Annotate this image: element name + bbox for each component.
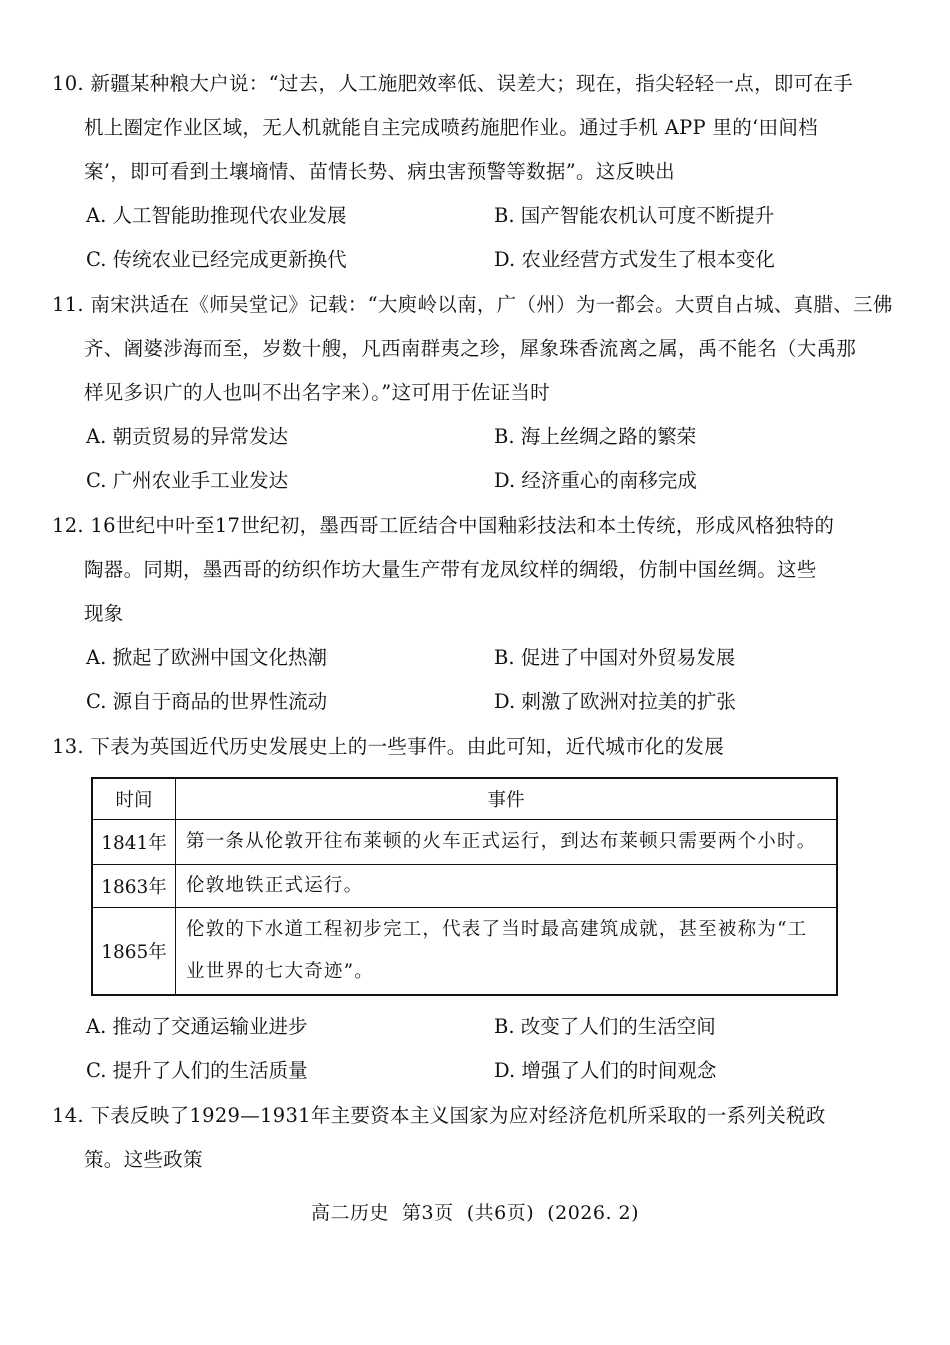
- q13-option-a[interactable]: A. 推动了交通运输业进步: [86, 1015, 308, 1038]
- table-cell-year: 1841年: [92, 820, 176, 865]
- table-cell-year: 1863年: [92, 865, 176, 908]
- q10-line-2: 机上圈定作业区域，无人机就能自主完成喷药施肥作业。通过手机 APP 里的‘田间档: [84, 116, 818, 139]
- q13-option-c[interactable]: C. 提升了人们的生活质量: [86, 1059, 308, 1082]
- event-text: 第一条从伦敦开往布莱顿的火车正式运行，到达布莱顿只需要两个小时。: [186, 831, 817, 852]
- q12-line-1: 12. 16世纪中叶至17世纪初，墨西哥工匠结合中国釉彩技法和本土传统，形成风格独特的: [52, 514, 835, 537]
- q10-line-1: 10. 新疆某种粮大户说：“过去，人工施肥效率低、误差大；现在，指尖轻轻一点，即可在手: [52, 72, 854, 95]
- table-cell-year: 1865年: [92, 908, 176, 996]
- q12-line-2: 陶器。同期，墨西哥的纺织作坊大量生产带有龙凤纹样的绸缎，仿制中国丝绸。这些: [84, 558, 817, 581]
- table-header-event: 事件: [176, 778, 838, 820]
- table-row: [92, 908, 837, 996]
- q12-line-3: 现象: [84, 602, 124, 625]
- page-footer: 高二历史 第3页 (共6页) (2026. 2): [310, 1202, 640, 1224]
- table-header-time: 时间: [92, 778, 176, 820]
- table-cell-event: [176, 820, 838, 865]
- event-text: 伦敦地铁正式运行。: [186, 875, 364, 896]
- table-cell-event: [176, 865, 838, 908]
- q10-option-c[interactable]: C. 传统农业已经完成更新换代: [86, 248, 347, 271]
- q11-option-a[interactable]: A. 朝贡贸易的异常发达: [86, 425, 288, 448]
- q11-option-c[interactable]: C. 广州农业手工业发达: [86, 469, 289, 492]
- q11-line-2: 齐、阇婆涉海而至，岁数十艘，凡西南群夷之珍，犀象珠香流离之属，禹不能名（大禹那: [84, 337, 857, 360]
- q14-line-2: 策。这些政策: [84, 1148, 203, 1171]
- q11-line-1: 11. 南宋洪适在《师吴堂记》记载：“大庾岭以南，广（州）为一都会。大贾自占城、真腊、三佛: [52, 293, 893, 316]
- table-cell-event: [176, 908, 838, 996]
- q10-line-3: 案’，即可看到土壤墒情、苗情长势、病虫害预警等数据”。这反映出: [84, 160, 675, 183]
- table-header-row: [92, 778, 837, 820]
- q10-option-b[interactable]: B. 国产智能农机认可度不断提升: [494, 204, 775, 227]
- q13-option-b[interactable]: B. 改变了人们的生活空间: [494, 1015, 716, 1038]
- q12-option-b[interactable]: B. 促进了中国对外贸易发展: [494, 646, 736, 669]
- q12-option-a[interactable]: A. 掀起了欧洲中国文化热潮: [86, 646, 327, 669]
- q11-option-d[interactable]: D. 经济重心的南移完成: [494, 469, 697, 492]
- q11-option-b[interactable]: B. 海上丝绸之路的繁荣: [494, 425, 697, 448]
- event-text-line-1: 伦敦的下水道工程初步完工，代表了当时最高建筑成就，甚至被称为“工: [186, 919, 808, 940]
- q13-option-d[interactable]: D. 增强了人们的时间观念: [494, 1059, 717, 1082]
- table-row: [92, 865, 837, 908]
- event-text-line-2: 业世界的七大奇迹”。: [186, 961, 374, 982]
- q11-line-3: 样见多识广的人也叫不出名字来）。”这可用于佐证当时: [84, 381, 550, 404]
- q10-option-d[interactable]: D. 农业经营方式发生了根本变化: [494, 248, 775, 271]
- q13-line-1: 13. 下表为英国近代历史发展史上的一些事件。由此可知，近代城市化的发展: [52, 735, 725, 758]
- q10-option-a[interactable]: A. 人工智能助推现代农业发展: [86, 204, 347, 227]
- q12-option-d[interactable]: D. 刺激了欧洲对拉美的扩张: [494, 690, 736, 713]
- q12-option-c[interactable]: C. 源自于商品的世界性流动: [86, 690, 328, 713]
- table-row: [92, 820, 837, 865]
- q14-line-1: 14. 下表反映了1929—1931年主要资本主义国家为应对经济危机所采取的一系列关税政: [52, 1104, 826, 1127]
- events-table: [91, 777, 838, 996]
